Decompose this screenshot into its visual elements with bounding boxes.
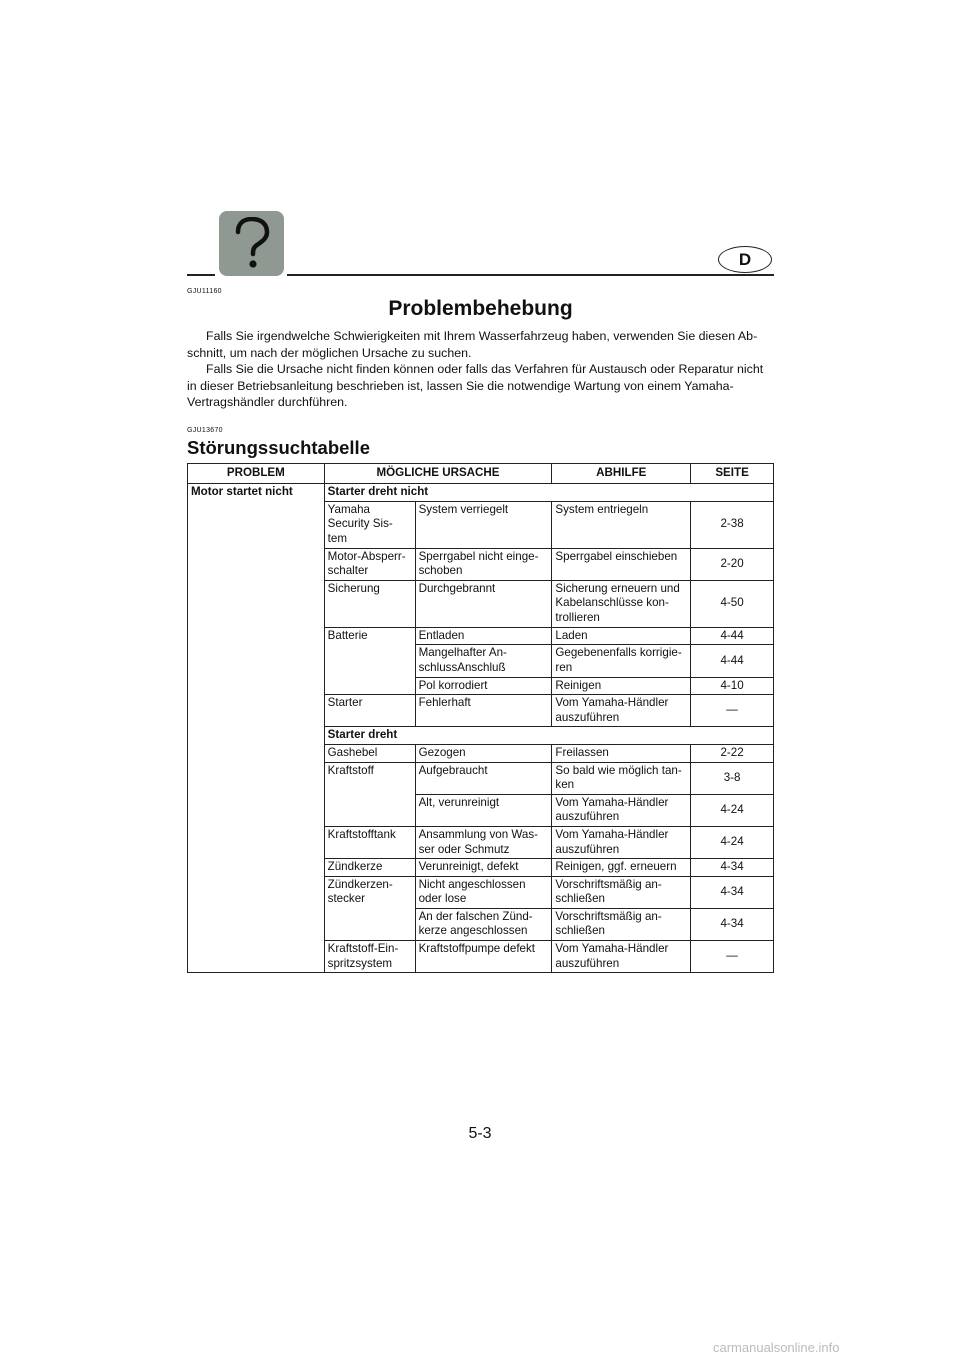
component-cell: Kraftstoff-Ein-spritzsystem: [324, 941, 415, 973]
remedy-cell: Sperrgabel einschieben: [552, 548, 691, 580]
watermark: carmanualsonline.info: [713, 1340, 840, 1355]
component-cell: Zündkerze: [324, 859, 415, 877]
header-problem: PROBLEM: [188, 464, 325, 484]
page-ref-cell: 2-20: [691, 548, 774, 580]
remedy-cell: Reinigen: [552, 677, 691, 695]
page-ref-cell: —: [691, 941, 774, 973]
header-rule-right: [287, 274, 774, 276]
remedy-cell: So bald wie möglich tan-ken: [552, 762, 691, 794]
page-ref-cell: 4-34: [691, 876, 774, 908]
component-cell: Kraftstofftank: [324, 826, 415, 858]
section-code: GJU11160: [187, 288, 222, 295]
remedy-cell: Freilassen: [552, 744, 691, 762]
cause-cell: System verriegelt: [415, 501, 552, 548]
page-number: 5-3: [468, 1125, 492, 1142]
language-badge: D: [718, 246, 772, 273]
remedy-cell: Gegebenenfalls korrigie-ren: [552, 645, 691, 677]
component-cell: Starter: [324, 695, 415, 727]
page-ref-cell: 4-24: [691, 826, 774, 858]
page-ref-cell: 4-34: [691, 908, 774, 940]
page-ref-cell: 4-10: [691, 677, 774, 695]
remedy-cell: Vom Yamaha-Händler auszuführen: [552, 695, 691, 727]
cause-cell: Pol korrodiert: [415, 677, 552, 695]
component-cell: Gashebel: [324, 744, 415, 762]
page-ref-cell: 4-34: [691, 859, 774, 877]
intro-text: [187, 328, 774, 411]
cause-cell: Ansammlung von Was-ser oder Schmutz: [415, 826, 552, 858]
page-ref-cell: 4-24: [691, 794, 774, 826]
cause-cell: Alt, verunreinigt: [415, 794, 552, 826]
page-ref-cell: 2-22: [691, 744, 774, 762]
component-cell: Batterie: [324, 627, 415, 694]
subsection-code: GJU13670: [187, 427, 223, 434]
page-ref-cell: 2-38: [691, 501, 774, 548]
component-cell: Kraftstoff: [324, 762, 415, 826]
page-title: Problembehebung: [388, 297, 573, 320]
remedy-cell: Vom Yamaha-Händler auszuführen: [552, 941, 691, 973]
question-mark-icon: [219, 211, 284, 276]
section-heading: Störungssuchtabelle: [187, 437, 370, 458]
cause-cell: Verunreinigt, defekt: [415, 859, 552, 877]
cause-cell: Entladen: [415, 627, 552, 645]
cause-cell: An der falschen Zünd-kerze angeschlossen: [415, 908, 552, 940]
problem-cell: Motor startet nicht: [188, 484, 325, 973]
cause-cell: Kraftstoffpumpe defekt: [415, 941, 552, 973]
intro-paragraph: Falls Sie irgendwelche Schwierigkeiten mit Ihrem Wasserfahrzeug haben, verwenden Sie diesen Ab-schnitt, um nach der möglichen Ursache zu suchen.: [187, 329, 758, 360]
remedy-cell: Vom Yamaha-Händler auszuführen: [552, 794, 691, 826]
cause-cell: Durchgebrannt: [415, 580, 552, 627]
component-cell: Sicherung: [324, 580, 415, 627]
cause-cell: Nicht angeschlossen oder lose: [415, 876, 552, 908]
header-remedy: ABHILFE: [552, 464, 691, 484]
component-cell: Zündkerzen-stecker: [324, 876, 415, 940]
remedy-cell: Vom Yamaha-Händler auszuführen: [552, 826, 691, 858]
page-ref-cell: —: [691, 695, 774, 727]
remedy-cell: Laden: [552, 627, 691, 645]
component-cell: Motor-Absperr-schalter: [324, 548, 415, 580]
remedy-cell: Reinigen, ggf. erneuern: [552, 859, 691, 877]
page-ref-cell: 4-44: [691, 645, 774, 677]
header-cause: MÖGLICHE URSACHE: [324, 464, 552, 484]
page-ref-cell: 3-8: [691, 762, 774, 794]
troubleshooting-table: [187, 463, 774, 973]
section-row-title: Starter dreht nicht: [324, 484, 773, 502]
table-header-row: [188, 464, 774, 484]
remedy-cell: Vorschriftsmäßig an-schließen: [552, 876, 691, 908]
remedy-cell: Sicherung erneuern und Kabelanschlüsse kon-trollieren: [552, 580, 691, 627]
intro-paragraph: Falls Sie die Ursache nicht finden können oder falls das Verfahren für Austausch oder Reparatur nicht in dieser Betriebsanleitung beschrieben ist, lassen Sie die notwendige Wartung von einem Yamaha-Vertragshändler durchführen.: [187, 362, 764, 409]
cause-cell: Fehlerhaft: [415, 695, 552, 727]
section-row-title: Starter dreht: [324, 727, 773, 745]
remedy-cell: Vorschriftsmäßig an-schließen: [552, 908, 691, 940]
component-cell: Yamaha Security Sis-tem: [324, 501, 415, 548]
table-row: [188, 484, 774, 502]
cause-cell: Mangelhafter An-schlussAnschluß: [415, 645, 552, 677]
remedy-cell: System entriegeln: [552, 501, 691, 548]
header-page: SEITE: [691, 464, 774, 484]
header-rule-left: [187, 274, 215, 276]
cause-cell: Aufgebraucht: [415, 762, 552, 794]
page-ref-cell: 4-44: [691, 627, 774, 645]
cause-cell: Sperrgabel nicht einge-schoben: [415, 548, 552, 580]
page-ref-cell: 4-50: [691, 580, 774, 627]
cause-cell: Gezogen: [415, 744, 552, 762]
